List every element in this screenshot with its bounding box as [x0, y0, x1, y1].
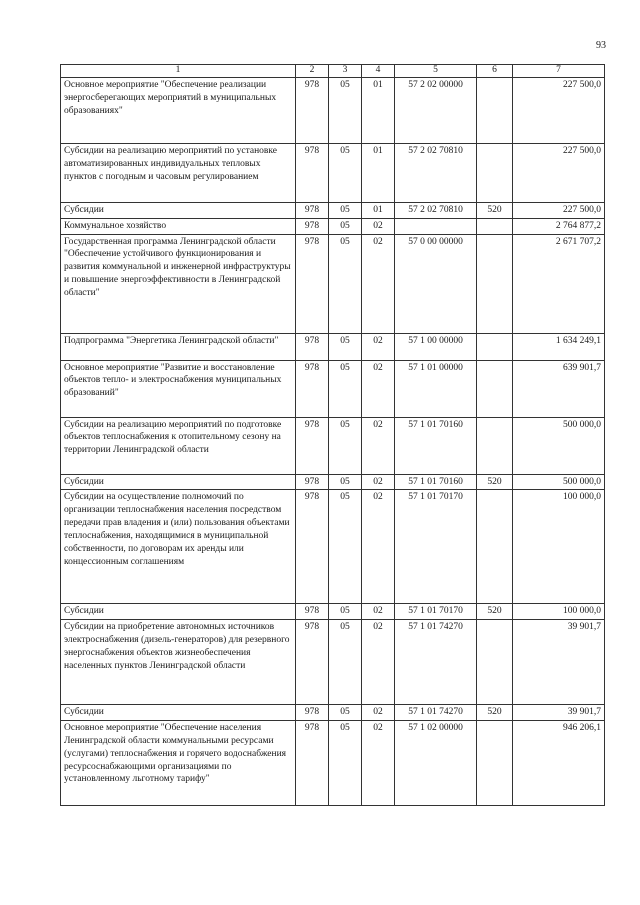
row-col-4: 02: [362, 360, 395, 417]
row-col-7: 639 901,7: [513, 360, 605, 417]
table-row: [61, 144, 605, 203]
row-col-3: 05: [329, 360, 362, 417]
row-col-6: [477, 144, 513, 203]
row-col-7: 500 000,0: [513, 474, 605, 490]
row-col-4: 02: [362, 417, 395, 474]
row-col-7: 2 764 877,2: [513, 218, 605, 234]
row-name: Основное мероприятие "Развитие и восстановление объектов тепло- и электроснабжения муниципальных образований": [61, 360, 296, 417]
row-col-3: 05: [329, 234, 362, 333]
row-col-5: 57 1 01 74270: [395, 620, 477, 705]
row-col-2: 978: [296, 474, 329, 490]
row-col-2: 978: [296, 490, 329, 604]
budget-table: [60, 64, 605, 806]
table-row: [61, 474, 605, 490]
row-col-3: 05: [329, 203, 362, 219]
row-col-4: 02: [362, 333, 395, 360]
table-row: [61, 203, 605, 219]
row-col-6: [477, 234, 513, 333]
row-col-4: 02: [362, 705, 395, 721]
row-col-2: 978: [296, 218, 329, 234]
row-col-2: 978: [296, 417, 329, 474]
row-col-2: 978: [296, 705, 329, 721]
row-col-7: 2 671 707,2: [513, 234, 605, 333]
row-col-7: 100 000,0: [513, 490, 605, 604]
row-name: Субсидии: [61, 604, 296, 620]
table-row: [61, 490, 605, 604]
row-col-3: 05: [329, 144, 362, 203]
row-col-5: 57 1 01 00000: [395, 360, 477, 417]
row-col-5: 57 1 00 00000: [395, 333, 477, 360]
row-col-4: 01: [362, 78, 395, 144]
page-number: 93: [596, 40, 606, 51]
row-name: Субсидии: [61, 705, 296, 721]
row-col-5: 57 1 01 74270: [395, 705, 477, 721]
row-col-5: [395, 218, 477, 234]
header-col-6: 6: [477, 65, 513, 78]
row-col-5: 57 0 00 00000: [395, 234, 477, 333]
row-col-2: 978: [296, 144, 329, 203]
row-col-7: 946 206,1: [513, 721, 605, 806]
row-col-6: [477, 78, 513, 144]
row-col-3: 05: [329, 705, 362, 721]
row-name: Субсидии на реализацию мероприятий по подготовке объектов теплоснабжения к отопительному сезону на территории Ленинградской области: [61, 417, 296, 474]
row-col-6: [477, 218, 513, 234]
table-row: [61, 620, 605, 705]
header-col-2: 2: [296, 65, 329, 78]
table-row: [61, 333, 605, 360]
row-name: Коммунальное хозяйство: [61, 218, 296, 234]
row-col-4: 01: [362, 144, 395, 203]
row-col-7: 227 500,0: [513, 78, 605, 144]
row-col-6: [477, 490, 513, 604]
row-name: Субсидии на приобретение автономных источников электроснабжения (дизель-генераторов) для резервного энергоснабжения объектов жизнеобеспечения населенных пунктов Ленинградской области: [61, 620, 296, 705]
row-name: Основное мероприятие "Обеспечение населения Ленинградской области коммунальными ресурсами (услугами) теплоснабжения и горячего водоснабжения ресурсоснабжающими организациями по установленному льготному тарифу": [61, 721, 296, 806]
row-col-6: 520: [477, 604, 513, 620]
row-col-5: 57 2 02 70810: [395, 144, 477, 203]
row-col-6: [477, 360, 513, 417]
row-col-7: 500 000,0: [513, 417, 605, 474]
row-col-3: 05: [329, 333, 362, 360]
row-col-4: 02: [362, 620, 395, 705]
row-name: Субсидии: [61, 474, 296, 490]
row-col-6: [477, 721, 513, 806]
row-col-7: 227 500,0: [513, 144, 605, 203]
row-col-5: 57 2 02 70810: [395, 203, 477, 219]
row-col-3: 05: [329, 474, 362, 490]
header-col-1: 1: [61, 65, 296, 78]
table-row: [61, 360, 605, 417]
row-name: Субсидии: [61, 203, 296, 219]
row-col-3: 05: [329, 721, 362, 806]
row-col-6: [477, 417, 513, 474]
row-col-4: 02: [362, 604, 395, 620]
table-row: [61, 417, 605, 474]
table-row: [61, 234, 605, 333]
row-col-7: 39 901,7: [513, 620, 605, 705]
table-row: [61, 705, 605, 721]
row-col-5: 57 1 01 70170: [395, 490, 477, 604]
row-col-5: 57 1 02 00000: [395, 721, 477, 806]
row-col-3: 05: [329, 604, 362, 620]
row-col-2: 978: [296, 721, 329, 806]
header-col-5: 5: [395, 65, 477, 78]
table-row: [61, 604, 605, 620]
row-col-7: 1 634 249,1: [513, 333, 605, 360]
row-col-3: 05: [329, 490, 362, 604]
row-name: Субсидии на осуществление полномочий по организации теплоснабжения населения посредством передачи прав владения и (или) пользования объектами теплоснабжения, находящимися в муниципальной собственности, по договорам их аренды или концессионным соглашениям: [61, 490, 296, 604]
row-col-6: 520: [477, 474, 513, 490]
row-col-2: 978: [296, 360, 329, 417]
row-col-5: 57 1 01 70160: [395, 474, 477, 490]
row-name: Подпрограмма "Энергетика Ленинградской области": [61, 333, 296, 360]
row-col-4: 02: [362, 490, 395, 604]
row-col-4: 02: [362, 474, 395, 490]
row-col-3: 05: [329, 218, 362, 234]
row-col-6: [477, 620, 513, 705]
row-col-6: 520: [477, 705, 513, 721]
row-col-3: 05: [329, 78, 362, 144]
table-row: [61, 721, 605, 806]
header-col-3: 3: [329, 65, 362, 78]
row-name: Государственная программа Ленинградской области "Обеспечение устойчивого функционирования и развития коммунальной и инженерной инфраструктуры и повышение энергоэффективности в Ленинградской области": [61, 234, 296, 333]
header-col-7: 7: [513, 65, 605, 78]
row-col-2: 978: [296, 78, 329, 144]
table-row: [61, 78, 605, 144]
row-col-5: 57 1 01 70160: [395, 417, 477, 474]
row-col-7: 39 901,7: [513, 705, 605, 721]
row-col-2: 978: [296, 620, 329, 705]
row-col-2: 978: [296, 333, 329, 360]
row-name: Субсидии на реализацию мероприятий по установке автоматизированных индивидуальных тепловых пунктов с погодным и часовым регулированием: [61, 144, 296, 203]
row-col-2: 978: [296, 203, 329, 219]
row-col-3: 05: [329, 620, 362, 705]
table-header-row: [61, 65, 605, 78]
row-col-4: 01: [362, 203, 395, 219]
row-col-5: 57 1 01 70170: [395, 604, 477, 620]
row-col-5: 57 2 02 00000: [395, 78, 477, 144]
row-col-4: 02: [362, 218, 395, 234]
row-col-6: 520: [477, 203, 513, 219]
row-col-7: 227 500,0: [513, 203, 605, 219]
row-col-2: 978: [296, 234, 329, 333]
row-col-7: 100 000,0: [513, 604, 605, 620]
row-col-4: 02: [362, 721, 395, 806]
header-col-4: 4: [362, 65, 395, 78]
row-name: Основное мероприятие "Обеспечение реализации энергосберегающих мероприятий в муниципальных образованиях": [61, 78, 296, 144]
table-row: [61, 218, 605, 234]
row-col-3: 05: [329, 417, 362, 474]
row-col-4: 02: [362, 234, 395, 333]
row-col-6: [477, 333, 513, 360]
row-col-2: 978: [296, 604, 329, 620]
